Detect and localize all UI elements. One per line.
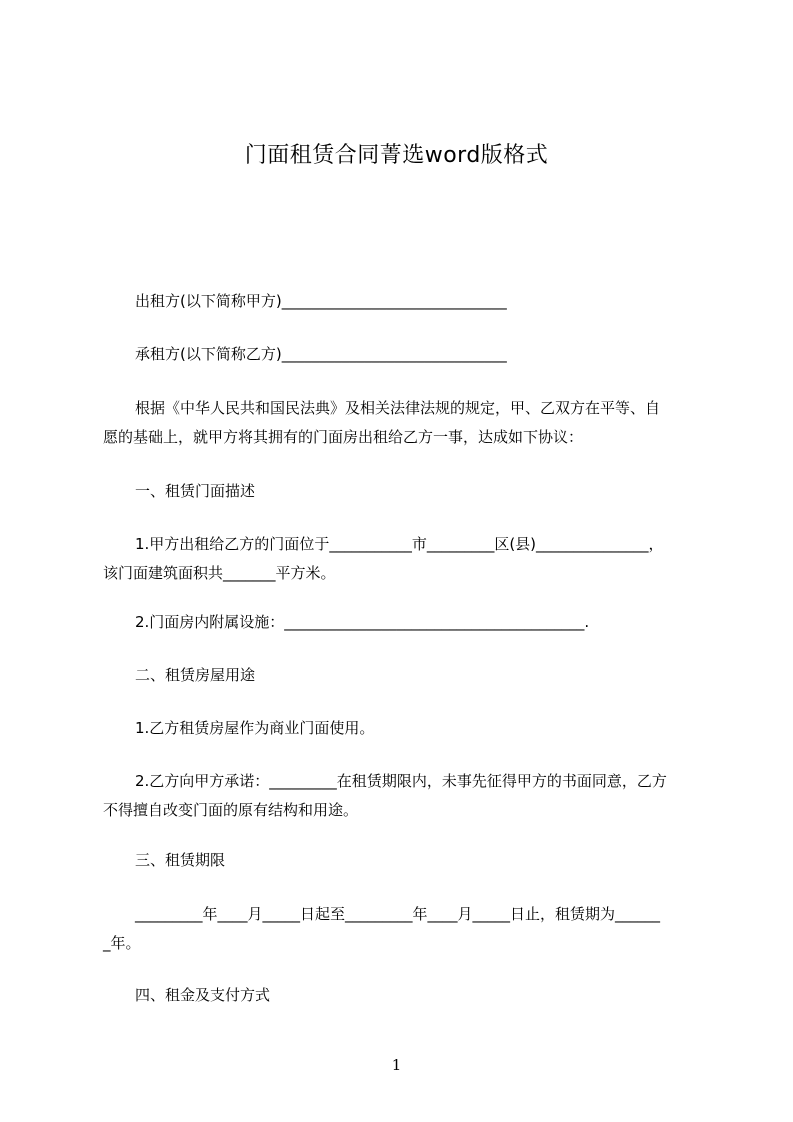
section-heading-2 [103,661,713,689]
lessor-line [103,287,713,315]
clause-1-2-line [103,608,713,636]
clause-2-1-text: 1.乙方租赁房屋作为商业门面使用。 [135,719,375,737]
section-heading-3 [103,846,713,874]
document-title: 门面租赁合同菁选word版格式 [244,143,549,168]
section-heading-4 [103,981,713,1009]
clause-2-2-line-1 [103,767,713,795]
lessee-line [103,340,713,368]
term-line-1 [103,900,713,928]
clause-1-1-text-1: 1.甲方出租给乙方的门面位于___________市_________区(县)_______________， [135,535,664,553]
clause-2-2-line-2 [103,796,713,824]
clause-2-2-text-2: 不得擅自改变门面的原有结构和用途。 [103,801,359,819]
section-heading-3-text: 三、租赁期限 [135,851,226,869]
lessee-text: 承租方(以下简称乙方)______________________________ [135,345,507,363]
clause-2-2-text-1: 2.乙方向甲方承诺：_________在租赁期限内，未事先征得甲方的书面同意，乙方 [135,772,667,790]
section-heading-1 [103,477,713,505]
clause-1-1-line-1 [103,530,713,558]
section-heading-1-text: 一、租赁门面描述 [135,482,256,500]
term-text-1: _________年____月_____日起至_________年____月_____日止，租赁期为______ [135,905,661,923]
lessor-text: 出租方(以下简称甲方)______________________________ [135,292,507,310]
term-text-2: _年。 [103,934,141,952]
clause-1-2-text: 2.门面房内附属设施：________________________________________. [135,613,590,631]
preamble-line-1 [103,394,713,422]
clause-2-1-line [103,714,713,742]
preamble-text-1: 根据《中华人民共和国民法典》及相关法律法规的规定，甲、乙双方在平等、自 [135,399,661,417]
clause-1-1-text-2: 该门面建筑面积共_______平方米。 [103,564,336,582]
preamble-line-2 [103,423,713,451]
section-heading-2-text: 二、租赁房屋用途 [135,666,256,684]
page-number: 1 [391,1056,402,1074]
term-line-2 [103,929,713,957]
preamble-text-2: 愿的基础上，就甲方将其拥有的门面房出租给乙方一事，达成如下协议： [103,428,584,446]
clause-1-1-line-2 [103,559,713,587]
section-heading-4-text: 四、租金及支付方式 [135,986,271,1004]
